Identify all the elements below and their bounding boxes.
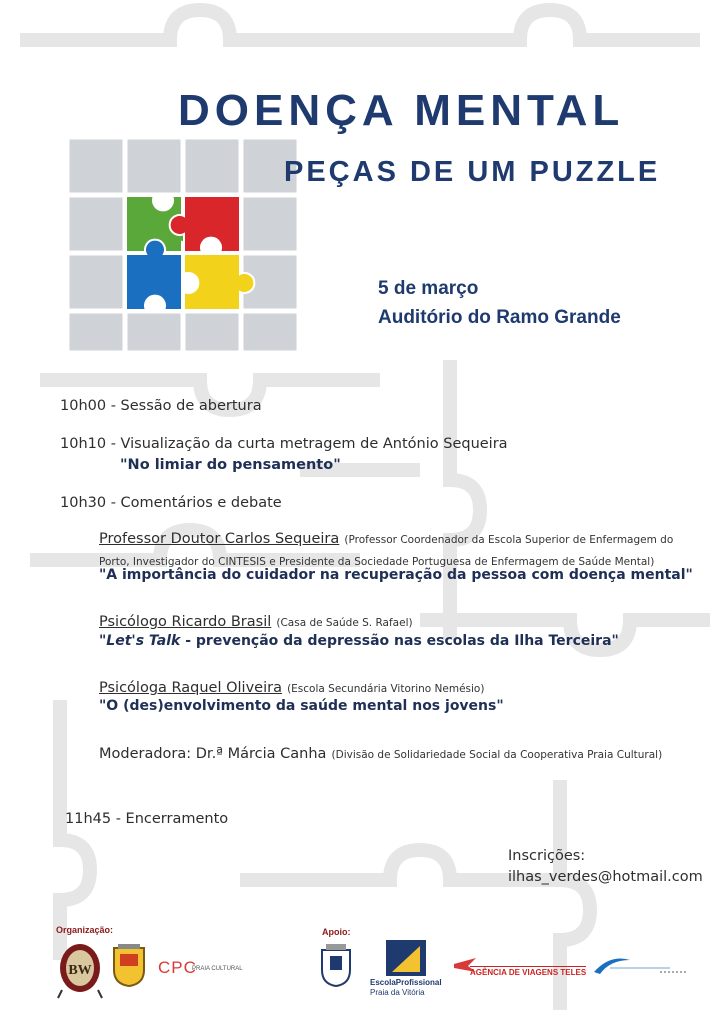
talk-title-2 (99, 633, 619, 649)
registration-label: Inscrições: (508, 848, 586, 864)
talk-italic: Let's Talk (106, 633, 181, 649)
speaker-1 (99, 528, 699, 572)
program-item-debate: 10h30 - Comentários e debate (60, 495, 282, 511)
speaker-affiliation-cont: Porto, Investigador do CINTESIS e Presidente da Sociedade Portuguesa de Enfermagem de Saúde Mental) (99, 556, 655, 568)
gray-piece (126, 312, 182, 352)
time: 11h45 (65, 811, 112, 827)
cpc-logo-subtitle: PRAIA CULTURAL (192, 966, 243, 972)
gray-piece (68, 312, 124, 352)
gray-piece (68, 138, 124, 194)
swoosh-logo (590, 952, 690, 978)
gray-piece (126, 138, 182, 194)
travel-agency-logo: AGÊNCIA DE VIAGENS TELES (470, 968, 587, 977)
speaker-name: Professor Doutor Carlos Sequeira (99, 531, 340, 547)
school-logo-location: Praia da Vitória (370, 988, 425, 997)
moderator-affiliation: (Divisão de Solidariedade Social da Cooperativa Praia Cultural) (331, 749, 663, 761)
item-text: Sessão de abertura (120, 398, 262, 414)
speaker-affiliation: (Professor Coordenador da Escola Superior de Enfermagem do (344, 534, 674, 546)
event-date: 5 de março (378, 278, 479, 299)
speaker-name: Psicólogo Ricardo Brasil (99, 614, 272, 630)
cpc-logo: CPC (158, 958, 197, 977)
moderator-name: Moderadora: Dr.ª Márcia Canha (99, 746, 327, 762)
organization-label: Organização: (56, 925, 114, 935)
school-logo-name: EscolaProfissional (370, 978, 442, 987)
gray-piece (68, 254, 124, 310)
film-title: "No limiar do pensamento" (120, 457, 341, 473)
school-logo-mark (384, 938, 428, 978)
time: 10h00 (60, 398, 107, 414)
item-text: Encerramento (125, 811, 229, 827)
emblem-logo (56, 940, 104, 1000)
gray-piece (242, 196, 298, 252)
event-venue: Auditório do Ramo Grande (378, 307, 621, 328)
support-label: Apoio: (322, 927, 351, 937)
talk-title-1: "A importância do cuidador na recuperação da pessoa com doença mental" (99, 567, 693, 583)
moderator (99, 743, 662, 762)
gray-piece (68, 196, 124, 252)
page-title: DOENÇA MENTAL (178, 86, 625, 135)
parish-crest-logo (316, 944, 356, 988)
registration-email[interactable]: ilhas_verdes@hotmail.com (508, 869, 703, 885)
puzzle-illustration (60, 130, 310, 360)
gray-piece (242, 312, 298, 352)
quote-open: " (99, 633, 107, 649)
talk-title-3: "O (des)envolvimento da saúde mental nos jovens" (99, 698, 504, 714)
municipal-crest-logo (108, 944, 150, 988)
program-item-closing: 11h45 - Encerramento (65, 811, 229, 827)
speaker-3 (99, 677, 484, 696)
time: 10h10 (60, 436, 107, 452)
speaker-affiliation: (Escola Secundária Vitorino Nemésio) (287, 683, 485, 695)
time: 10h30 (60, 495, 107, 511)
speaker-affiliation: (Casa de Saúde S. Rafael) (276, 617, 413, 629)
program-item-opening: 10h00 - Sessão de abertura (60, 398, 262, 414)
svg-text:BW: BW (68, 963, 92, 978)
item-text: Visualização da curta metragem de António Sequeira (120, 436, 508, 452)
gray-piece (184, 312, 240, 352)
page-subtitle: PEÇAS DE UM PUZZLE (284, 156, 661, 188)
program-item-screening: 10h10 - Visualização da curta metragem de António Sequeira (60, 436, 508, 452)
gray-piece (184, 138, 240, 194)
speaker-2 (99, 611, 413, 630)
speaker-name: Psicóloga Raquel Oliveira (99, 680, 282, 696)
talk-rest: - prevenção da depressão nas escolas da Ilha Terceira" (180, 633, 619, 649)
item-text: Comentários e debate (120, 495, 282, 511)
